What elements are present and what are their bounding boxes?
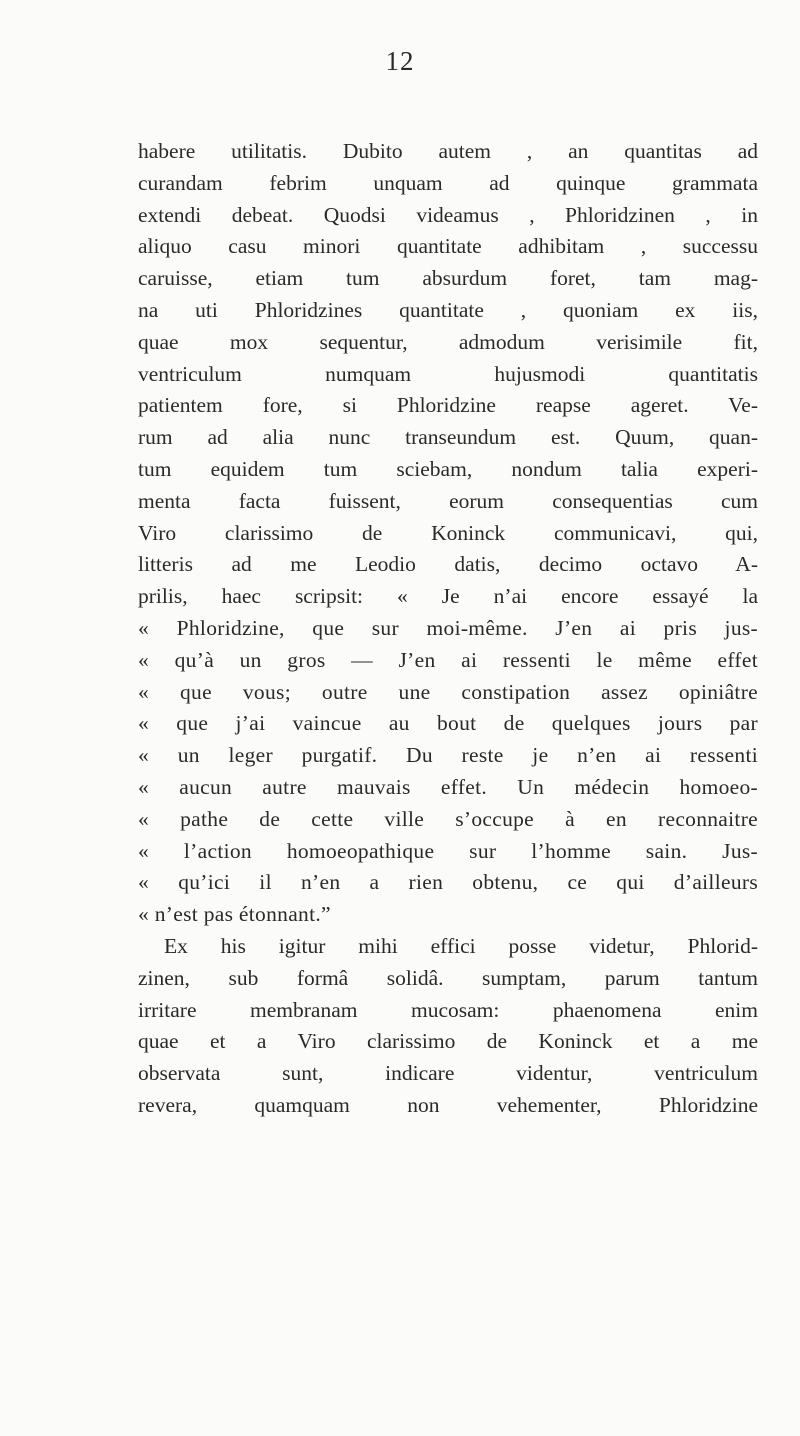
text-line: quae mox sequentur, admodum verisimile fit, xyxy=(138,329,758,354)
quote-line: « que j’ai vaincue au bout de quelques jours par xyxy=(138,711,758,736)
quote-line: « l’action homoeopathique sur l’homme sain. Jus- xyxy=(138,838,758,863)
text-line: Viro clarissimo de Koninck communicavi, qui, xyxy=(138,520,758,545)
quote-line: « un leger purgatif. Du reste je n’en ai ressenti xyxy=(138,743,758,768)
page-number: 12 xyxy=(385,46,415,76)
text-line: patientem fore, si Phloridzine reapse ageret. Ve- xyxy=(138,393,758,418)
quote-line: « n’est pas étonnant.” xyxy=(138,902,331,927)
text-line: revera, quamquam non vehementer, Phloridzine xyxy=(138,1092,758,1117)
text-line: aliquo casu minori quantitate adhibitam , successu xyxy=(138,234,758,259)
text-line: zinen, sub formâ solidâ. sumptam, parum tantum xyxy=(138,965,758,990)
text-line: observata sunt, indicare videntur, ventriculum xyxy=(138,1061,758,1086)
text-line: caruisse, etiam tum absurdum foret, tam mag- xyxy=(138,266,758,291)
quote-line: « aucun autre mauvais effet. Un médecin homoeo- xyxy=(138,774,758,799)
text-line: habere utilitatis. Dubito autem , an quantitas ad xyxy=(138,139,758,163)
text-line: curandam febrim unquam ad quinque grammata xyxy=(138,170,758,195)
quote-line: « pathe de cette ville s’occupe à en reconnaitre xyxy=(138,806,758,831)
body-text xyxy=(138,136,758,1122)
text-line: menta facta fuissent, eorum consequentias cum xyxy=(138,488,758,513)
text-line: Ex his igitur mihi effici posse videtur, Phlorid- xyxy=(164,933,758,958)
text-line: prilis, haec scripsit: « Je n’ai encore essayé la xyxy=(138,584,758,609)
quote-line: « qu’à un gros — J’en ai ressenti le même effet xyxy=(138,647,758,672)
quote-line: « qu’ici il n’en a rien obtenu, ce qui d’ailleurs xyxy=(138,870,758,895)
quote-line: « que vous; outre une constipation assez opiniâtre xyxy=(138,679,758,704)
text-line: litteris ad me Leodio datis, decimo octavo A- xyxy=(138,552,758,577)
text-line: irritare membranam mucosam: phaenomena enim xyxy=(138,997,758,1022)
text-line: ventriculum numquam hujusmodi quantitatis xyxy=(138,361,758,386)
quote-line: « Phloridzine, que sur moi-même. J’en ai pris jus- xyxy=(138,615,758,640)
text-line: tum equidem tum sciebam, nondum talia experi- xyxy=(138,456,758,481)
text-line: rum ad alia nunc transeundum est. Quum, quan- xyxy=(138,425,758,450)
text-line: na uti Phloridzines quantitate , quoniam ex iis, xyxy=(138,297,758,322)
text-line: quae et a Viro clarissimo de Koninck et a me xyxy=(138,1029,758,1054)
text-line: extendi debeat. Quodsi videamus , Phloridzinen , in xyxy=(138,202,758,227)
